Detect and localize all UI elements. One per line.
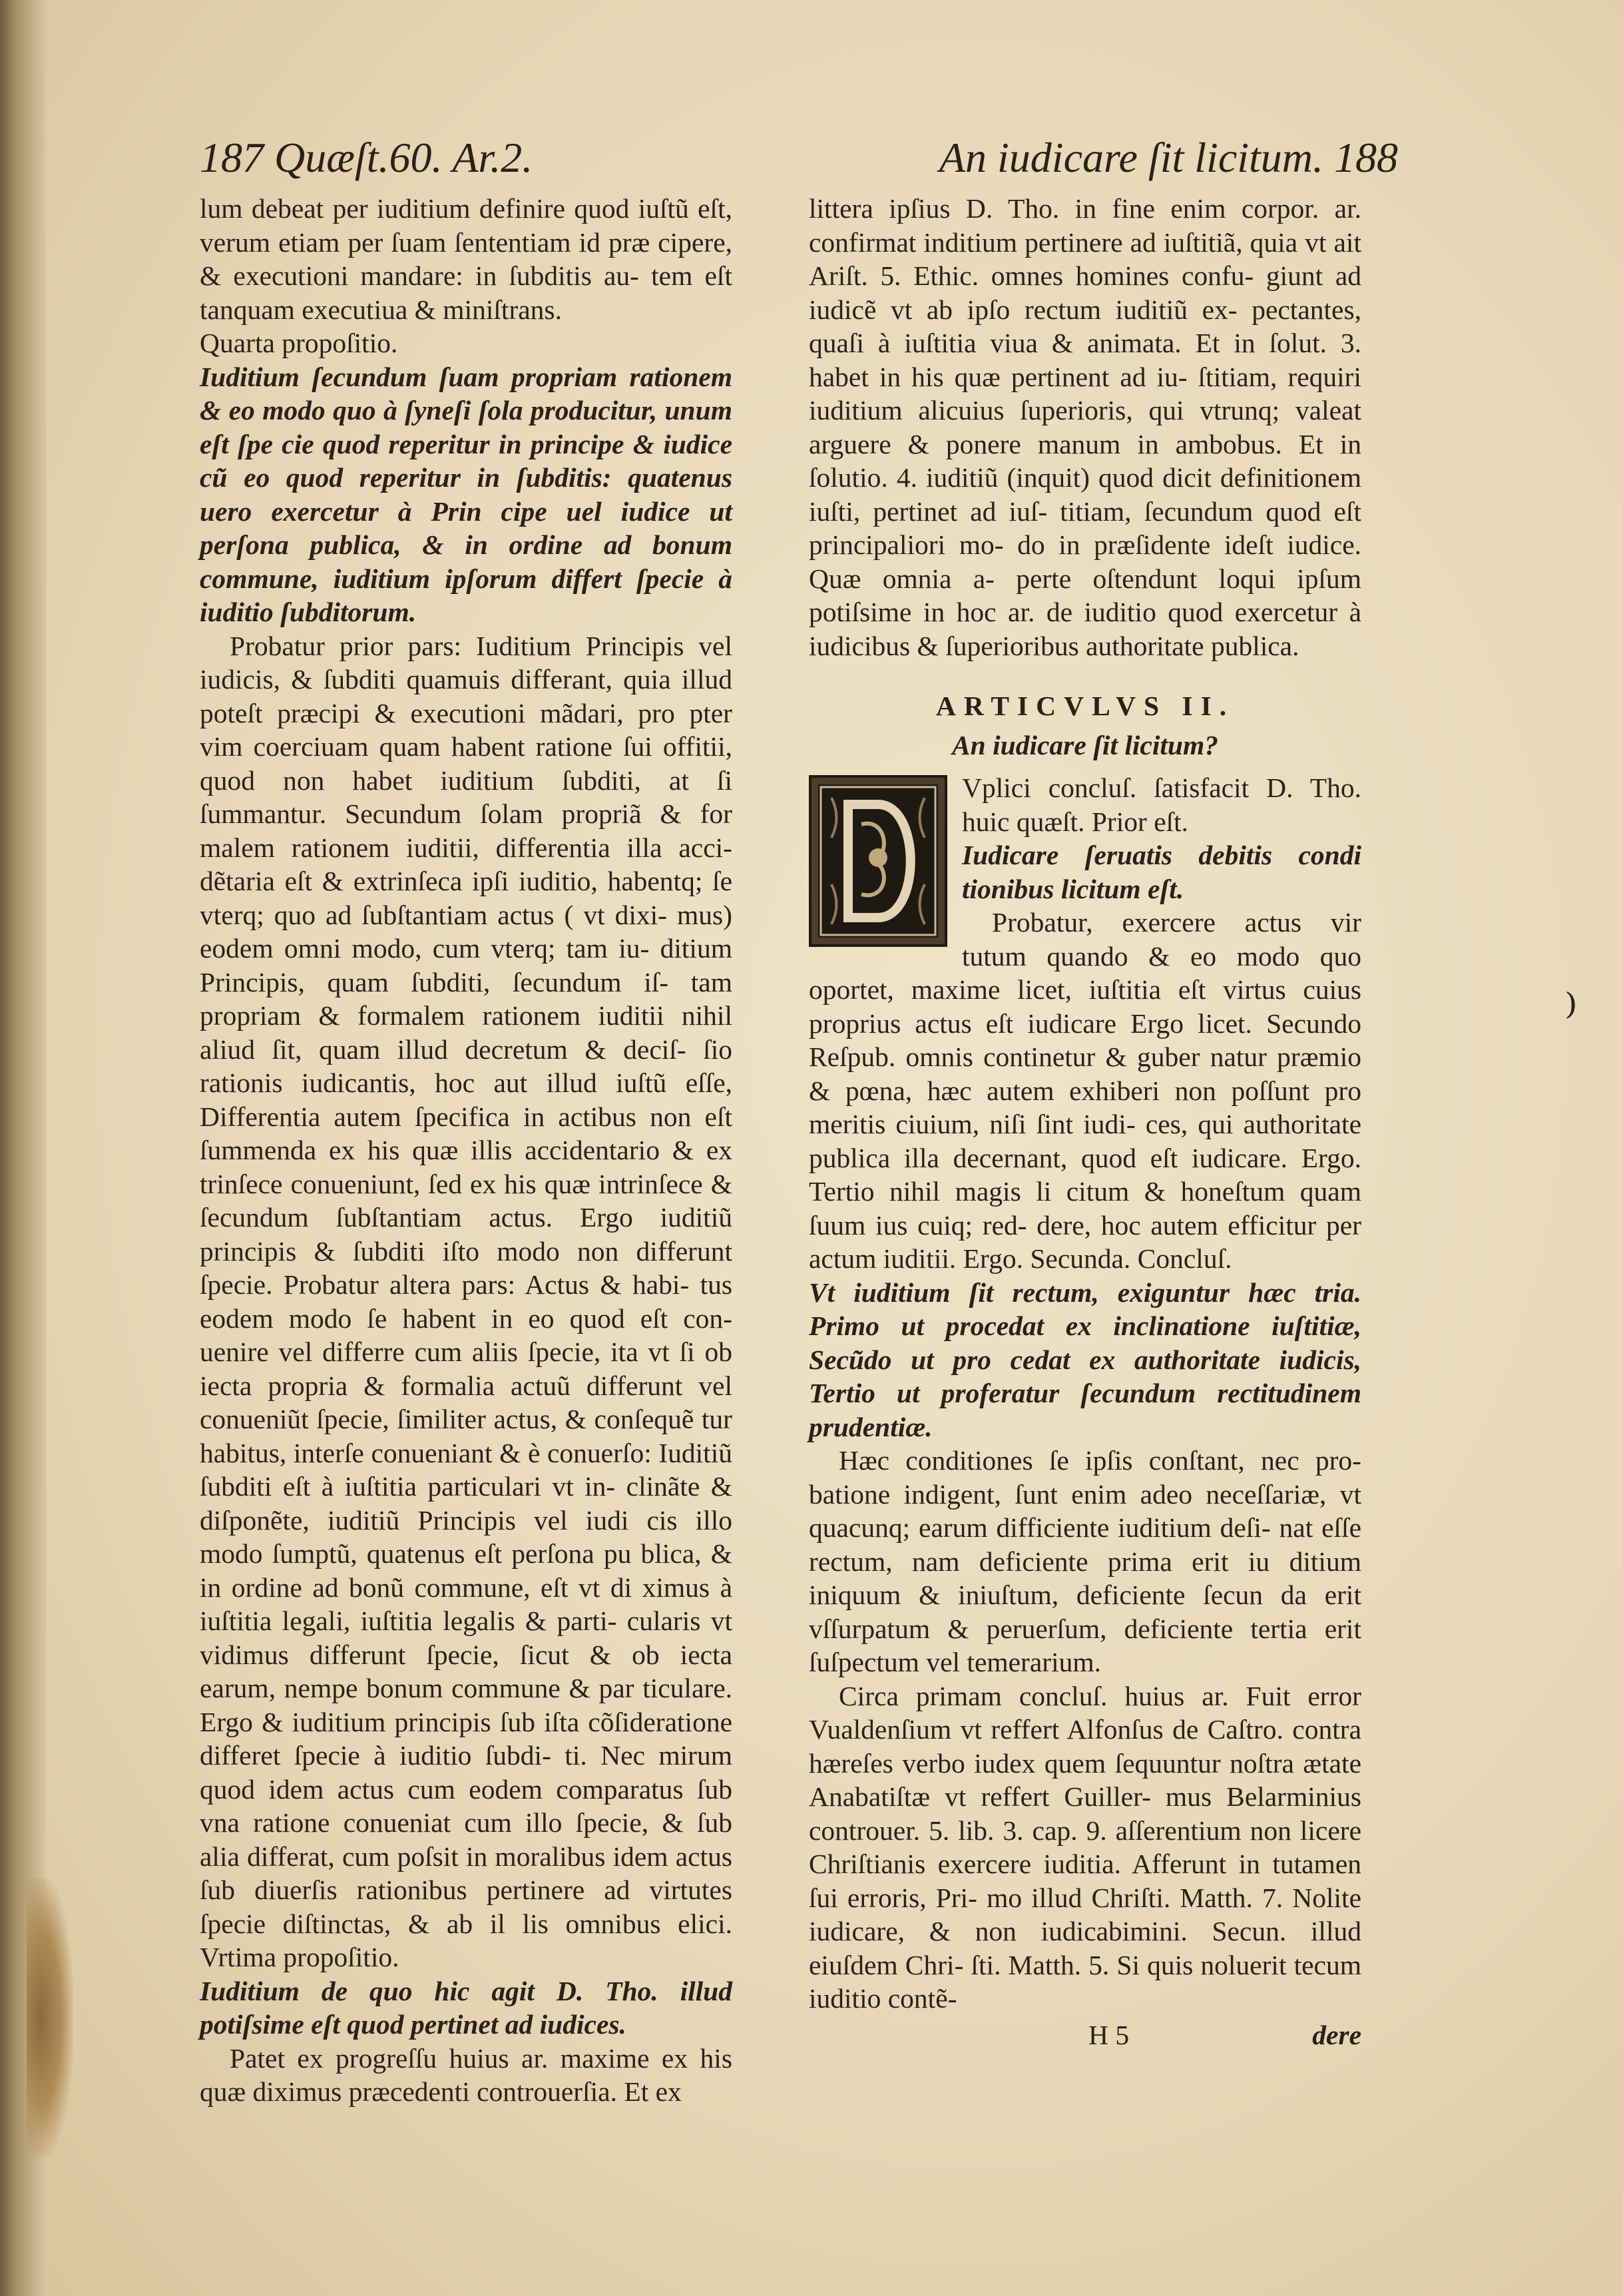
running-header xyxy=(200,133,1398,186)
right-paragraph: Circa primam concluſ. huius ar. Fuit error Vualdenſium vt reffert Alfonſus de Caſtro. contra hæreſes verbo iudex quem ſequuntur noſtra ætate Anabatiſtæ vt reffert Guiller- mus Belarminius controuer. 5. lib. 3. cap. 9. aſſerentium non licere Chriſtianis exercere iuditia. Afferunt in tutamen ſui erroris, Pri- mo illud Chriſti. Matth. 7. Nolite iudicare, & non iudicabimini. Secun. illud eiuſdem Chri- ſti. Matth. 5. Si quis noluerit tecum iuditio contẽ- xyxy=(809,1680,1361,2014)
right-paragraph: Probatur, exercere actus vir tutum quando & eo modo quo oportet, maxime licet, iuſtitia eſt virtus cuius proprius actus eſt iudicare Ergo licet. Secundo Reſpub. omnis continetur & guber natur præmio & pœna, hæc autem exhiberi non poſſunt pro meritis ciuium, niſi ſint iudi- ces, qui authoritate publica illa decernant, quod eſt iudicare. Ergo. Tertio nihil magis li citum & honeſtum quam ſuum ius cuiq; red- dere, hoc autem efficitur per actum iuditii. Ergo. Secunda. Concluſ. xyxy=(809,907,1361,1274)
article-subtitle: An iudicare ſit licitum? xyxy=(951,729,1219,760)
left-paragraph: Patet ex progreſſu huius ar. maxime ex his quæ diximus præcedenti controuerſia. Et ex xyxy=(200,2042,732,2107)
ornate-initial-d-icon xyxy=(809,775,947,947)
right-paragraph: Vt iuditium ſit rectum, exiguntur hæc tria. Primo ut procedat ex inclinatione iuſtitiæ, Secũdo ut pro cedat ex authoritate iudicis, Tertio ut proferatur ſecundum rectitudinem prudentiæ. xyxy=(809,1277,1361,1442)
left-paragraph: Quarta propoſitio. xyxy=(200,328,398,358)
dropcap-svg xyxy=(812,778,945,944)
article-title: ARTICVLVS II. xyxy=(935,691,1235,721)
left-paragraph: Iuditium ſecundum ſuam propriam rationem & eo modo quo à ſyneſi ſola producitur, unum eſt ſpe cie quod reperitur in principe & iudice cũ eo quod reperitur in ſubditis: quatenus uero exercetur à Prin cipe uel iudice ut perſona publica, & in ordine ad bonum commune, iuditium ipſorum differt ſpecie à iuditio ſubditorum. xyxy=(200,361,732,627)
right-paragraph-top: littera ipſius D. Tho. in fine enim corpor. ar. confirmat inditium pertinere ad iuſtitiã, quia vt ait Ariſt. 5. Ethic. omnes homines confu- giunt ad iudicẽ vt ab ipſo rectum iuditiũ ex- pectantes, quaſi à iuſtitia viua & animata. Et in ſolut. 3. habet in his quæ pertinent ad iu- ſtitiam, requiri iuditium alicuius ſuperioris, qui vtrunq; valeat arguere & ponere manum in ambobus. Et in ſolutio. 4. iuditiũ (inquit) quod dicit definitionem iuſti, pertinet ad iuſ- titiam, ſecundum quod eſt principaliori mo- do in præſidente ideſt iudice. Quæ omnia a- perte oſtendunt loqui ipſum potiſsime in hoc ar. de iuditio quod exercetur à iudicibus & ſuperioribus authoritate publica. xyxy=(809,193,1361,661)
left-paragraph: lum debeat per iuditium definire quod iuſtũ eſt, verum etiam per ſuam ſententiam id præ cipere, & executioni mandare: in ſubditis au- tem eſt tanquam executiua & miniſtrans. xyxy=(200,193,732,325)
left-paragraph: Iuditium de quo hic agit D. Tho. illud potiſsime eſt quod pertinet ad iudices. xyxy=(200,1975,732,2040)
header-left: 187 Quæſt.60. Ar.2. xyxy=(200,134,533,181)
signature-mark: H 5 xyxy=(1088,2019,1130,2050)
right-column xyxy=(809,192,1361,2053)
paper-stain xyxy=(27,1878,73,2157)
right-paragraph: Iudicare ſeruatis debitis condi tionibus licitum eſt. xyxy=(962,840,1361,904)
left-paragraph: Probatur prior pars: Iuditium Principis vel iudicis, & ſubditi quamuis differant, quia illud poteſt præcipi & executioni mãdari, pro pter vim coerciuam quam habent ratione ſui offitii, quod non habet iuditium ſubditi, at ſi ſummantur. Secundum ſolam propriã & for malem rationem iuditii, differentia illa acci- dẽtaria eſt & extrinſeca ipſi iuditio, habentq; ſe vterq; quo ad ſubſtantiam actus ( vt dixi- mus) eodem omni modo, cum vterq; tam iu- ditium Principis, quam ſubditi, ſecundum iſ- tam propriam & formalem rationem iuditii nihil aliud ſit, quam illud decretum & deciſ- ſio rationis iudicantis, hoc aut illud iuſtũ eſſe, Differentia autem ſpecifica in actibus non eſt ſummenda ex his quæ illis accidentario & ex trinſece conueniunt, ſed ex his quæ intrinſece & ſecundum ſubſtantiam actus. Ergo iuditiũ principis & ſubditi iſto modo non differunt ſpecie. Probatur altera pars: Actus & habi- tus eodem modo ſe habent in eo quod eſt con- uenire vel differre cum aliis ſpecie, ita vt ſi ob iecta propria & formalia actuũ differunt vel conueniũt ſpecie, ſimiliter actus, & conſequẽ tur habitus, interſe conueniant & è conuerſo: Iuditiũ ſubditi eſt à iuſtitia particulari vt in- clinãte & diſponẽte, iuditiũ Principis vel iudi cis illo modo ſumptũ, quatenus eſt perſona pu blica, & in ordine ad bonũ commune, eſt vt di ximus à iuſtitia legali, iuſtitia legalis & parti- cularis vt vidimus differunt ſpecie, ſicut & ob iecta earum, nempe bonum commune & par ticulare. Ergo & iuditium principis ſub iſta cõſideratione differet ſpecie à iuditio ſubdi- ti. Nec mirum quod idem actus cum eodem comparatus ſub vna ratione conueniat cum illo ſpecie, & ſub alia differat, cum poſsit in moralibus idem actus ſub diuerſis rationibus pertinere ad virtutes ſpecie diſtinctas, & ab il lis omnibus elici. Vrtima propoſitio. xyxy=(200,630,732,1972)
header-right: An iudicare ſit licitum. 188 xyxy=(939,134,1398,181)
catchword: dere xyxy=(1312,2019,1361,2050)
page-footer xyxy=(809,2018,1361,2053)
left-column xyxy=(200,192,732,2109)
margin-mark: ⁾ xyxy=(1564,982,1578,1044)
right-paragraph: Hæc conditiones ſe ipſis conſtant, nec pro- batione indigent, ſunt enim adeo neceſſariæ, vt quacunq; earum difficiente iuditium deſi- nat eſſe rectum, nam deficiente prima erit iu ditium iniquum & iniuſtum, deficiente ſecun da erit vſſurpatum & peruerſum, deficiente tertia erit ſuſpectum vel temerarium. xyxy=(809,1445,1361,1677)
right-paragraph: Vplici concluſ. ſatisfacit D. Tho. huic quæſt. Prior eſt. xyxy=(962,772,1361,837)
